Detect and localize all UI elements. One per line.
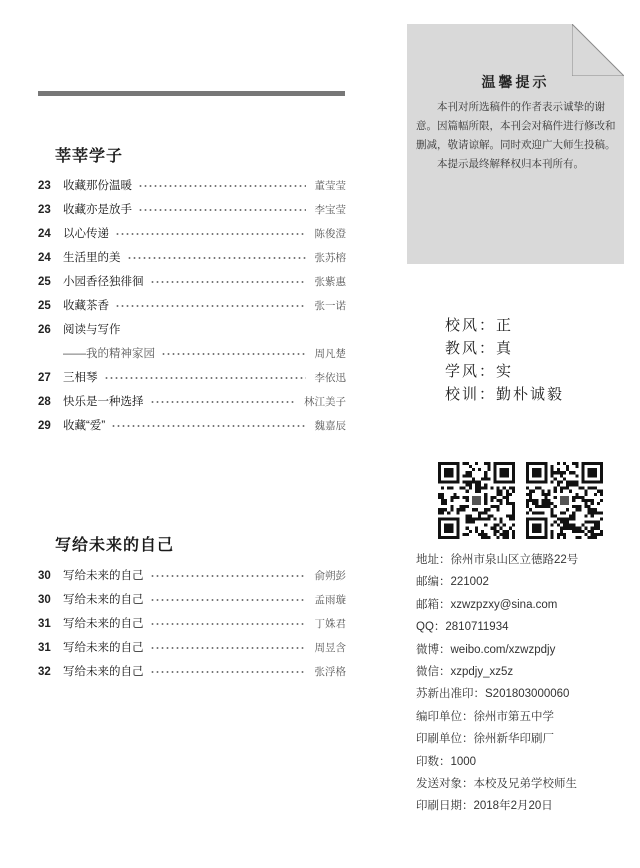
page-number: 28	[38, 396, 51, 408]
dot-leader	[115, 305, 306, 307]
entry-author: 张紫惠	[314, 276, 346, 288]
page-number: 25	[38, 300, 51, 312]
toc-entry[interactable]	[38, 318, 346, 342]
entry-title: 收藏“爱”	[63, 420, 106, 432]
entry-title: 写给未来的自己	[63, 570, 144, 582]
entry-title: 收藏亦是放手	[63, 204, 132, 216]
page-number: 25	[38, 276, 51, 288]
page-number: 27	[38, 372, 51, 384]
page-number: 31	[38, 642, 51, 654]
toc-entry[interactable]	[38, 246, 346, 270]
entry-author: 张一诺	[314, 300, 346, 312]
page-number: 30	[38, 594, 51, 606]
entry-author: 林江美子	[304, 396, 346, 408]
dot-leader	[150, 281, 306, 283]
entry-author: 魏嘉辰	[314, 420, 346, 432]
dot-leader	[104, 377, 306, 379]
info-address: 地址：徐州市泉山区立德路22号	[416, 554, 579, 566]
notice-paragraph: 本提示最终解释权归本刊所有。	[437, 158, 584, 170]
section-title-students: 莘莘学子	[55, 148, 124, 165]
page-number: 29	[38, 420, 51, 432]
info-qq: QQ：2810711934	[416, 621, 509, 634]
entry-author: 张浮格	[314, 666, 346, 678]
notice-title: 温馨提示	[481, 75, 550, 91]
toc-list-students	[38, 174, 346, 438]
info-print-run: 印数：1000	[416, 755, 477, 768]
page-number: 24	[38, 228, 51, 240]
entry-author: 张苏榕	[314, 252, 346, 264]
toc-entry[interactable]	[38, 660, 346, 684]
qr-code-icon[interactable]	[438, 462, 515, 539]
toc-entry[interactable]	[38, 390, 346, 414]
toc-entry[interactable]	[38, 342, 346, 366]
toc-entry[interactable]	[38, 198, 346, 222]
toc-entry[interactable]	[38, 564, 346, 588]
dot-leader	[150, 671, 306, 673]
toc-entry[interactable]	[38, 612, 346, 636]
dot-leader	[161, 353, 306, 355]
info-editor: 编印单位：徐州市第五中学	[416, 710, 554, 723]
entry-title: 收藏茶香	[63, 300, 109, 312]
entry-author: 李宝莹	[314, 204, 346, 216]
dot-leader	[150, 575, 306, 577]
entry-author: 丁姝君	[314, 618, 346, 630]
toc-entry[interactable]	[38, 222, 346, 246]
entry-author: 李依迅	[314, 372, 346, 384]
motto-teaching-spirit: 教风：真	[445, 339, 514, 357]
entry-author: 周昱含	[314, 642, 346, 654]
toc-list-future	[38, 564, 346, 684]
entry-title: ——我的精神家园	[63, 348, 155, 360]
motto-list	[445, 314, 564, 406]
page-number: 31	[38, 618, 51, 630]
info-weibo: 微博：weibo.com/xzwzpdjy	[416, 643, 556, 656]
entry-author: 周凡楚	[314, 348, 346, 360]
page-number: 24	[38, 252, 51, 264]
page-fold-icon	[572, 24, 624, 76]
header-rule	[38, 91, 345, 96]
entry-title: 收藏那份温暖	[63, 180, 132, 192]
info-postcode: 邮编：221002	[416, 576, 489, 589]
toc-entry[interactable]	[38, 636, 346, 660]
page-number: 23	[38, 204, 51, 216]
entry-title: 小园香径独徘徊	[63, 276, 144, 288]
toc-entry[interactable]	[38, 270, 346, 294]
dot-leader	[150, 599, 306, 601]
motto-study-spirit: 学风：实	[445, 362, 514, 380]
dot-leader	[138, 209, 306, 211]
entry-author: 陈俊澄	[314, 228, 346, 240]
page-number: 23	[38, 180, 51, 192]
section-title-future: 写给未来的自己	[55, 537, 175, 554]
entry-title: 写给未来的自己	[63, 642, 144, 654]
toc-entry[interactable]	[38, 294, 346, 318]
entry-title: 写给未来的自己	[63, 618, 144, 630]
page-number: 30	[38, 570, 51, 582]
toc-entry[interactable]	[38, 414, 346, 438]
notice-body	[416, 98, 616, 174]
qr-code-icon[interactable]	[526, 462, 603, 539]
dot-leader	[115, 233, 306, 235]
notice-paragraph: 本刊对所选稿件的作者表示诚挚的谢意。因篇幅所限，本刊会对稿件进行修改和删减，敬请谅解。同时欢迎广大师生投稿。	[416, 101, 616, 151]
dot-leader	[138, 185, 306, 187]
entry-author: 孟雨璇	[314, 594, 346, 606]
entry-author: 董莹莹	[314, 180, 346, 192]
entry-title: 写给未来的自己	[63, 594, 144, 606]
publication-info	[416, 549, 626, 818]
entry-title: 生活里的美	[63, 252, 121, 264]
entry-title: 阅读与写作	[63, 324, 121, 336]
dot-leader	[150, 623, 306, 625]
info-license: 苏新出准印：S201803000060	[416, 688, 570, 701]
motto-school-spirit: 校风：正	[445, 316, 514, 334]
page-number: 26	[38, 324, 51, 336]
info-email: 邮箱：xzwzpzxy@sina.com	[416, 598, 558, 611]
entry-title: 三相琴	[63, 372, 98, 384]
info-audience: 发送对象：本校及兄弟学校师生	[416, 778, 577, 791]
entry-title: 写给未来的自己	[63, 666, 144, 678]
info-wechat: 微信：xzpdjy_xz5z	[416, 666, 514, 679]
entry-title: 以心传递	[63, 228, 109, 240]
info-printer: 印刷单位：徐州新华印刷厂	[416, 733, 554, 746]
dot-leader	[150, 401, 296, 403]
toc-entry[interactable]	[38, 366, 346, 390]
page-number: 32	[38, 666, 51, 678]
entry-title: 快乐是一种选择	[63, 396, 144, 408]
toc-entry[interactable]	[38, 174, 346, 198]
dot-leader	[111, 425, 306, 427]
dot-leader	[127, 257, 306, 259]
info-print-date: 印刷日期：2018年2月20日	[416, 800, 553, 813]
entry-author: 俞朔彭	[314, 570, 346, 582]
motto-school-motto: 校训：勤朴诚毅	[445, 385, 565, 403]
toc-entry[interactable]	[38, 588, 346, 612]
dot-leader	[150, 647, 306, 649]
